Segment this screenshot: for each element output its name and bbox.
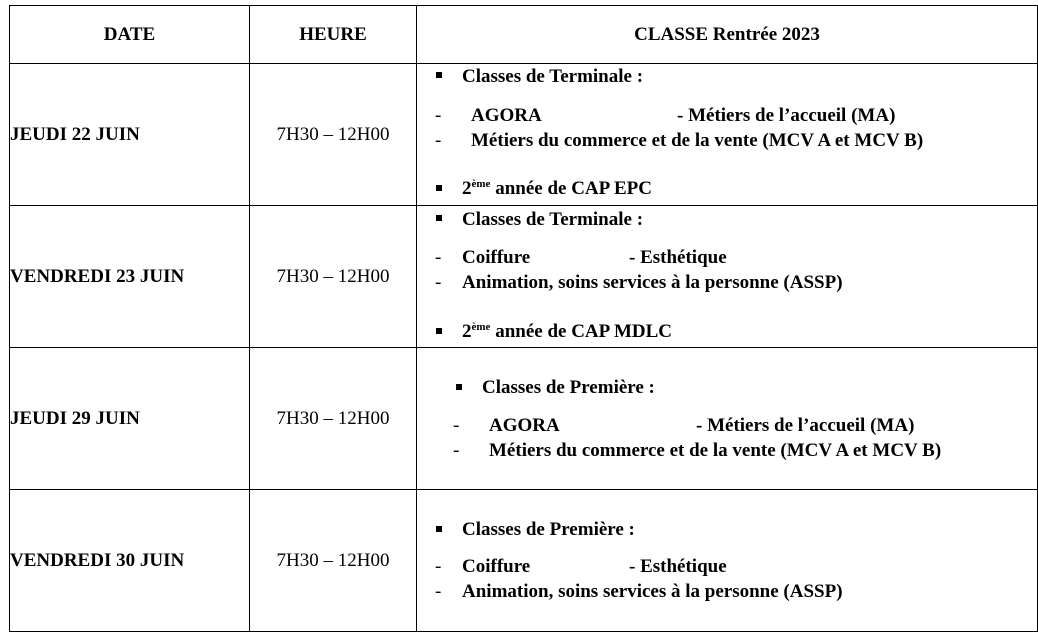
table-row [10,206,1038,348]
row-time: 7H30 – 12H00 [250,490,417,632]
list-item: AGORA [489,415,560,436]
bullet-icon [456,384,462,390]
list-item: Coiffure [462,247,531,268]
dash-icon: - [435,105,442,126]
list-item: Animation, soins services à la personne (ASSP) [462,581,843,602]
section-title: 2ème année de CAP EPC [462,178,652,199]
list-item: - Esthétique [629,247,727,268]
dash-icon: - [435,247,442,268]
list-item: Animation, soins services à la personne (ASSP) [462,272,843,293]
row-classes [417,348,1038,490]
row-classes [417,490,1038,632]
list-item: Coiffure [462,556,531,577]
dash-icon: - [435,556,442,577]
table-row [10,490,1038,632]
list-item: - Esthétique [629,556,727,577]
table-row [10,348,1038,490]
header-time: HEURE [250,6,417,64]
bullet-icon [436,72,442,78]
dash-icon: - [435,581,442,602]
section-title: Classes de Terminale : [462,66,644,87]
list-item: - Métiers de l’accueil (MA) [677,105,896,126]
section-title: Classes de Première : [482,377,655,398]
bullet-icon [436,215,442,221]
header-class: CLASSE Rentrée 2023 [417,6,1038,64]
list-item: - Métiers de l’accueil (MA) [696,415,915,436]
table-row [10,64,1038,206]
row-date: VENDREDI 30 JUIN [10,490,250,632]
schedule-table [9,5,1038,632]
dash-icon: - [453,415,460,436]
row-date: JEUDI 22 JUIN [10,64,250,206]
section-title: Classes de Terminale : [462,209,644,230]
bullet-icon [436,526,442,532]
header-row [10,6,1038,64]
row-time: 7H30 – 12H00 [250,348,417,490]
dash-icon: - [453,440,460,461]
dash-icon: - [435,130,442,151]
header-date: DATE [10,6,250,64]
section-title: 2ème année de CAP MDLC [462,321,672,342]
section-title: Classes de Première : [462,519,635,540]
list-item: Métiers du commerce et de la vente (MCV A et MCV B) [489,440,942,461]
dash-icon: - [435,272,442,293]
bullet-icon [436,328,442,334]
bullet-icon [436,185,442,191]
row-date: VENDREDI 23 JUIN [10,206,250,348]
row-date: JEUDI 29 JUIN [10,348,250,490]
row-time: 7H30 – 12H00 [250,64,417,206]
row-classes [417,206,1038,348]
list-item: AGORA [471,105,542,126]
row-classes [417,64,1038,206]
row-time: 7H30 – 12H00 [250,206,417,348]
list-item: Métiers du commerce et de la vente (MCV A et MCV B) [471,130,924,151]
